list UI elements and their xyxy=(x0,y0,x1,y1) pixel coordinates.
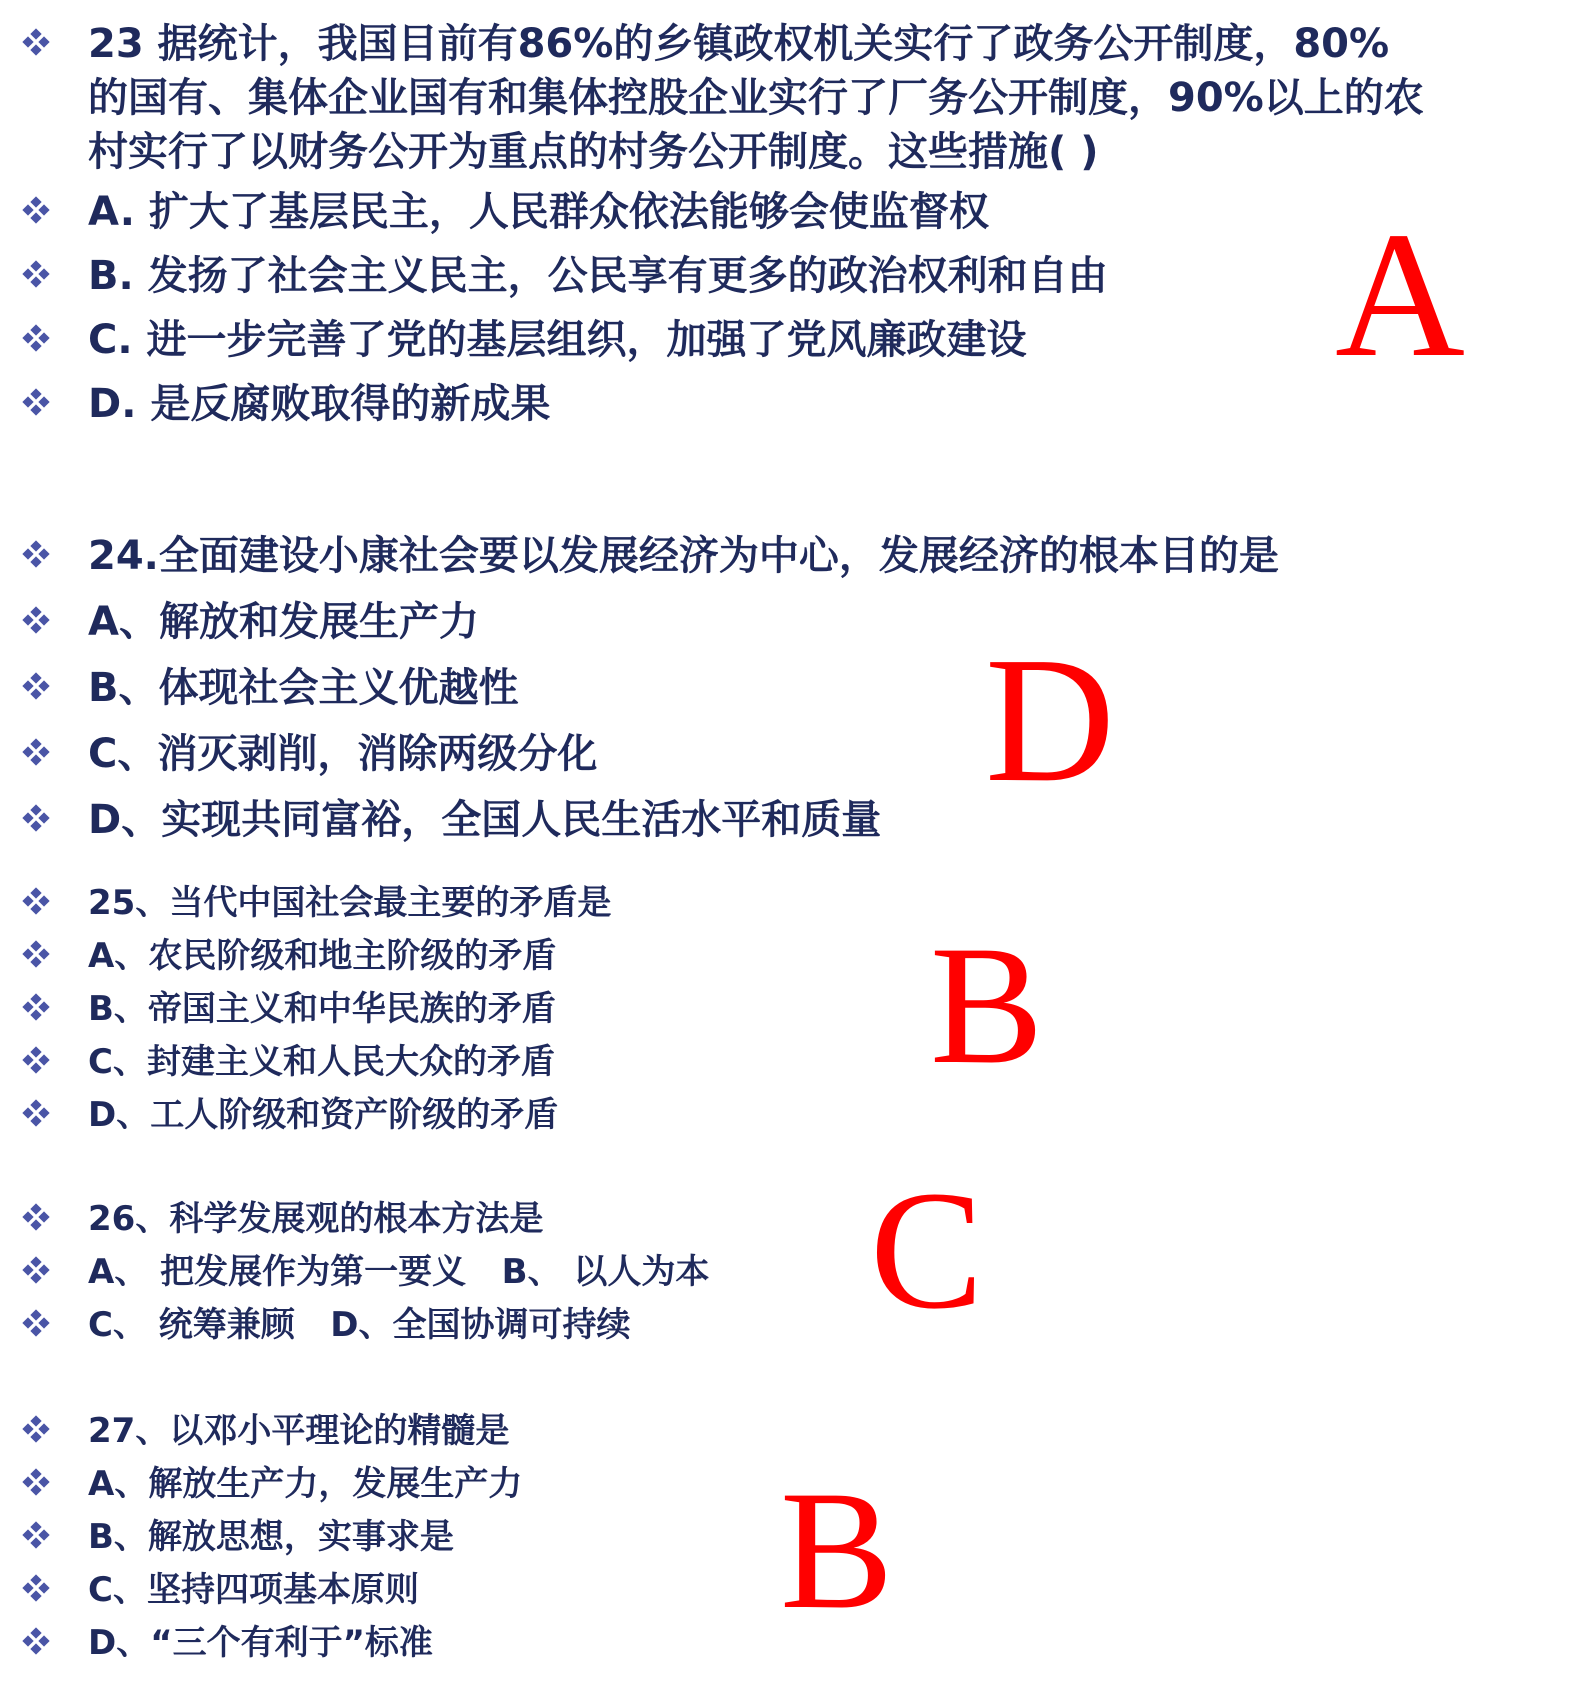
answer-mark-26: C xyxy=(870,1156,984,1344)
option-text: B、体现社会主义优越性 xyxy=(88,665,519,711)
bullet-icon xyxy=(20,882,54,924)
bullet-icon xyxy=(20,1622,54,1664)
answer-mark-24: D xyxy=(985,620,1115,819)
answer-mark-23: A xyxy=(1335,195,1465,394)
option-text: B、解放思想，实事求是 xyxy=(88,1517,454,1557)
option-text: C. 进一步完善了党的基层组织，加强了党风廉政建设 xyxy=(88,317,1027,363)
option-text: A、解放和发展生产力 xyxy=(88,599,479,645)
question-25-stem xyxy=(20,882,611,924)
option-text: D、实现共同富裕，全国人民生活水平和质量 xyxy=(88,797,882,843)
question-24-option-d xyxy=(20,796,881,844)
bullet-icon xyxy=(20,935,54,977)
bullet-icon xyxy=(20,1094,54,1136)
question-text: 27、以邓小平理论的精髓是 xyxy=(88,1411,510,1451)
option-text: C、封建主义和人民大众的矛盾 xyxy=(88,1042,555,1082)
question-23-option-d xyxy=(20,380,550,428)
question-24-option-b xyxy=(20,664,519,712)
bullet-icon xyxy=(20,1516,54,1558)
question-24-option-a xyxy=(20,598,479,646)
question-23-option-a xyxy=(20,188,989,236)
option-text: C、 统筹兼顾 D、全国协调可持续 xyxy=(88,1305,631,1345)
question-27-option-d xyxy=(20,1622,433,1664)
bullet-icon xyxy=(20,1569,54,1611)
question-26-options-row-1 xyxy=(20,1251,709,1293)
option-text: A、农民阶级和地主阶级的矛盾 xyxy=(88,936,557,976)
question-26-stem xyxy=(20,1198,543,1240)
bullet-icon xyxy=(20,316,54,364)
option-text: A. 扩大了基层民主，人民群众依法能够会使监督权 xyxy=(88,189,989,235)
question-23-option-b xyxy=(20,252,1108,300)
option-text: A、 把发展作为第一要义 B、 以人为本 xyxy=(88,1252,710,1292)
bullet-icon xyxy=(20,730,54,778)
option-text: D. 是反腐败取得的新成果 xyxy=(88,381,551,427)
option-text: D、“三个有利于”标准 xyxy=(88,1623,433,1663)
bullet-icon xyxy=(20,796,54,844)
question-27-option-c xyxy=(20,1569,419,1611)
bullet-icon xyxy=(20,1251,54,1293)
bullet-icon xyxy=(20,1410,54,1452)
bullet-icon xyxy=(20,1041,54,1083)
bullet-icon xyxy=(20,988,54,1030)
question-23-stem-line-2: 的国有、集体企业国有和集体控股企业实行了厂务公开制度，90%以上的农 xyxy=(88,75,1424,121)
question-24-stem xyxy=(20,532,1279,580)
bullet-icon xyxy=(20,598,54,646)
question-25-option-a xyxy=(20,935,556,977)
bullet-icon xyxy=(20,252,54,300)
question-27-stem xyxy=(20,1410,509,1452)
option-text: B、帝国主义和中华民族的矛盾 xyxy=(88,989,556,1029)
bullet-icon xyxy=(20,1304,54,1346)
answer-mark-25: B xyxy=(930,911,1044,1099)
bullet-icon xyxy=(20,532,54,580)
question-text: 24.全面建设小康社会要以发展经济为中心，发展经济的根本目的是 xyxy=(88,533,1279,579)
question-25-option-d xyxy=(20,1094,558,1136)
answer-mark-27: B xyxy=(780,1456,894,1644)
option-text: B. 发扬了社会主义民主，公民享有更多的政治权利和自由 xyxy=(88,253,1108,299)
option-text: A、解放生产力，发展生产力 xyxy=(88,1464,523,1504)
question-25-option-b xyxy=(20,988,556,1030)
bullet-icon xyxy=(20,20,54,68)
bullet-icon xyxy=(20,188,54,236)
question-24-option-c xyxy=(20,730,597,778)
option-text: D、工人阶级和资产阶级的矛盾 xyxy=(88,1095,559,1135)
question-27-option-a xyxy=(20,1463,522,1505)
bullet-icon xyxy=(20,664,54,712)
bullet-icon xyxy=(20,1463,54,1505)
question-25-option-c xyxy=(20,1041,555,1083)
question-23-stem-line-3: 村实行了以财务公开为重点的村务公开制度。这些措施( ) xyxy=(88,129,1099,175)
question-26-options-row-2 xyxy=(20,1304,631,1346)
question-text: 23 据统计，我国目前有86%的乡镇政权机关实行了政务公开制度，80% xyxy=(88,21,1390,67)
question-27-option-b xyxy=(20,1516,454,1558)
option-text: C、坚持四项基本原则 xyxy=(88,1570,419,1610)
question-23-option-c xyxy=(20,316,1026,364)
question-text: 26、科学发展观的根本方法是 xyxy=(88,1199,544,1239)
question-text: 25、当代中国社会最主要的矛盾是 xyxy=(88,883,612,923)
option-text: C、消灭剥削，消除两级分化 xyxy=(88,731,598,777)
question-23-stem-line-1 xyxy=(20,20,1389,68)
bullet-icon xyxy=(20,1198,54,1240)
bullet-icon xyxy=(20,380,54,428)
